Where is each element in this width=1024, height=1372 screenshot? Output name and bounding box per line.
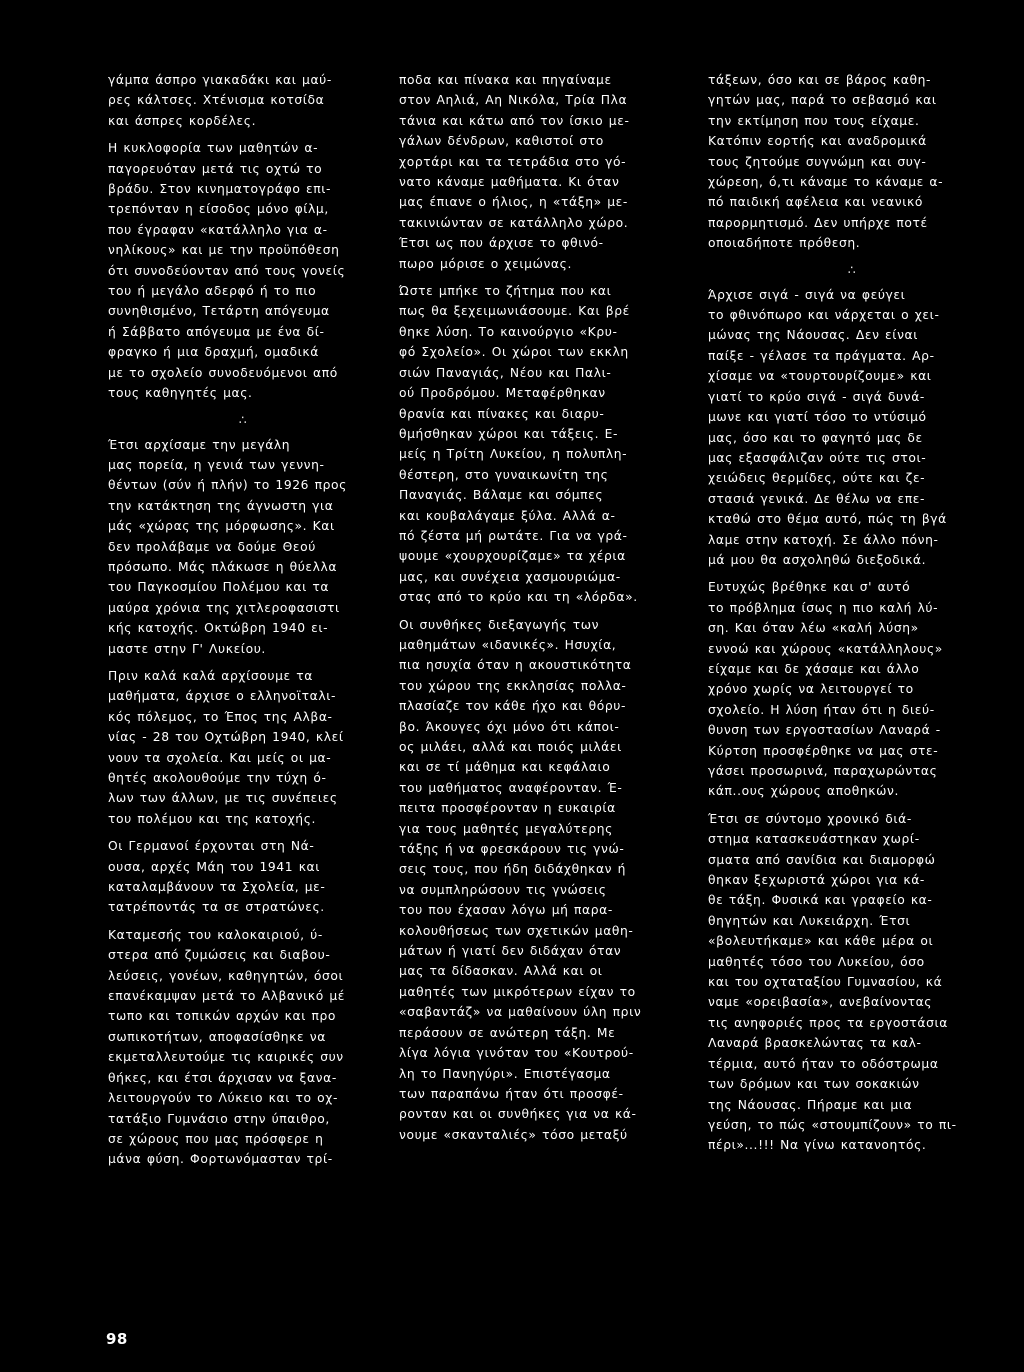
paragraph: Οι συνθήκες διεξαγωγής των μαθημάτων «ιδανικές». Ησυχία, πια ησυχία όταν η ακουστικότητα του χώρου της εκκλησίας πολλα- πλασίαζε τον κάθε ήχο και θόρυ- βο. Άκουγες όχι μόνο ότι κάποι- ος μιλάει, αλλά και ποιός μιλάει και σε τί μάθημα και κεφάλαιο του μαθήματος αναφέρονταν. Έ- πειτα προσφέρονταν η ευκαιρία για τους μαθητές μεγαλύτερης τάξης ή να φρεσκάρουν τις γνώ- σεις τους, που ήδη διδάχθηκαν ή να συμπληρώσουν τις γνώσεις του που έχασαν λόγω μή παρα- κολουθήσεως των σχετικών μαθη- μάτων ή γιατί δεν διδάχαν όταν μας τα δίδασκαν. Αλλά και οι μαθητές των μικρότερων είχαν το «σαβαντάζ» να μαθαίνουν ύλη πριν περάσουν σε ανώτερη τάξη. Με λίγα λόγια γινόταν του «Κουτρού- λη το Πανηγύρι». Επιστέγασμα των παραπάνω ήταν ότι προσφέ- ρονταν και οι συνθήκες για να κά- νουμε «σκανταλιές» τόσο μεταξύ — [399, 617, 642, 1142]
section-separator: ∴ — [238, 412, 248, 427]
page-number: 98 — [106, 1330, 128, 1348]
paragraph: Ώστε μπήκε το ζήτημα που και πως θα ξεχειμωνιάσουμε. Και βρέ θηκε λύση. Το καινούργιο «Κρυ- φό Σχολείο». Οι χώροι των εκκλη σιών Παναγιάς, Νέου και Παλι- ού Προδρόμου. Μεταφέρθηκαν θρανία και πίνακες και διαρυ- θμήσθηκαν χώροι και τάξεις. Ε- μείς η Τρίτη Λυκείου, η πολυπλη- θέστερη, στο γυναικωνίτη της Παναγιάς. Βάλαμε και σόμπες και κουβαλάγαμε ξύλα. Αλλά α- πό ζέστα μή ρωτάτε. Για να γρά- ψουμε «χουρχουρίζαμε» τα χέρια μας, και συνέχεια χασμουριώμα- στας από το κρύο και τη «λόρδα». — [399, 284, 638, 605]
paragraph: τάξεων, όσο και σε βάρος καθη- γητών μας, παρά το σεβασμό και την εκτίμηση που τους είχαμε. Κατόπιν εορτής και αναδρομικά τους ζητούμε συγνώμη και συγ- χώρεση, ό,τι κάναμε το κάναμε α- πό παιδική αφέλεια και νεανικό παρορμητισμό. Δεν υπήρχε ποτέ οποιαδήποτε πρόθεση. — [708, 73, 944, 251]
paragraph: Πριν καλά καλά αρχίσουμε τα μαθήματα, άρχισε ο ελληνοϊταλι- κός πόλεμος, το Έπος της Αλβα- νίας - 28 του Οχτώβρη 1940, κλεί νουν τα σχολεία. Και μείς οι μα- θητές ακολουθούμε την τύχη ό- λων των άλλων, με τις συνέπειες του πολέμου και της κατοχής. — [108, 668, 344, 826]
text-column-left — [108, 70, 378, 1177]
paragraph: γάμπα άσπρο γιακαδάκι και μαύ- ρες κάλτσες. Χτένισμα κοτσίδα και άσπρες κορδέλες. — [108, 73, 332, 128]
section-separator: ∴ — [847, 262, 857, 277]
paragraph: Άρχισε σιγά - σιγά να φεύγει το φθινόπωρο και νάρχεται ο χει- μώνας της Νάουσας. Δεν είναι παίξε - γέλασε τα πράγματα. Αρ- χίσαμε να «τουρτουρίζουμε» και γιατί το κρύο σιγά - σιγά δυνά- μωνε και γιατί τόσο το ντύσιμό μας, όσο και το φαγητό μας δε μας εξασφάλιζαν ούτε τις στοι- χειώδεις θερμίδες, ούτε και ζε- στασιά γενικά. Δε θέλω να επε- κταθώ στο θέμα αυτό, πώς τη βγά λαμε στην κατοχή. Σε άλλο πόνη- μά μου θα ασχοληθώ διεξοδικά. — [708, 287, 947, 567]
text-column-right — [708, 70, 996, 1163]
paragraph: ποδα και πίνακα και πηγαίναμε στον Αηλιά, Αη Νικόλα, Τρία Πλα τάνια και κάτω από τον ίσκιο με- γάλων δένδρων, καθιστοί στο χορτάρι και τα τετράδια στο γό- νατο κάναμε μαθήματα. Κι όταν μας έπιανε ο ήλιος, η «τάξη» με- τακινιώνταν σε κατάλληλο χώρο. Έτσι ως που άρχισε το φθινό- πωρο μόρισε ο χειμώνας. — [399, 73, 630, 271]
paragraph: Η κυκλοφορία των μαθητών α- παγορευόταν μετά τις οχτώ το βράδυ. Στον κινηματογράφο επι- τρεπόνταν η είσοδος μόνο φίλμ, που έγραφαν «κατάλληλο για α- νηλίκους» και με την προϋπόθεση ότι συνοδεύονταν από τους γονείς του ή μεγάλο αδερφό ή το πιο συνηθισμένο, Τετάρτη απόγευμα ή Σάββατο απόγευμα με ένα δί- φραγκο ή μια δραχμή, ομαδικά με το σχολείο συνοδευόμενοι από τους καθηγητές μας. — [108, 141, 346, 401]
text-column-middle — [399, 70, 682, 1152]
paragraph: Ευτυχώς βρέθηκε και σ' αυτό το πρόβλημα ίσως η πιο καλή λύ- ση. Και όταν λέω «καλή λύση» εννοώ και χώρους «κατάλληλους» είχαμε και δε χάσαμε και άλλο χρόνο χωρίς να λειτουργεί το σχολείο. Η λύση ήταν ότι η διεύ- θυνση των εργοστασίων Λαναρά - Κύρτση προσφέρθηκε να μας στε- γάσει προσωρινά, παραχωρώντας κάπ..ους χώρους αποθηκών. — [708, 580, 943, 799]
paragraph: Έτσι αρχίσαμε την μεγάλη μας πορεία, η γενιά των γεννη- θέντων (σύν ή πλήν) το 1926 προς την κατάκτηση της άγνωστη για μάς «χώρας της μόρφωσης». Και δεν προλάβαμε να δούμε Θεού πρόσωπο. Μάς πλάκωσε η θύελλα του Παγκοσμίου Πολέμου και τα μαύρα χρόνια της χιτλεροφασιστι κής κατοχής. Οκτώβρη 1940 ει- μαστε στην Γ' Λυκείου. — [108, 437, 347, 656]
paragraph: Οι Γερμανοί έρχονται στη Νά- ουσα, αρχές Μάη του 1941 και καταλαμβάνουν τα Σχολεία, με- τατρέποντάς τα σε στρατώνες. — [108, 839, 326, 915]
paragraph: Καταμεσής του καλοκαιριού, ύ- στερα από ζυμώσεις και διαβου- λεύσεις, γονέων, καθηγητών, όσοι επανέκαμψαν μετά το Αλβανικό μέ τωπο και τοπικών αρχών και προ σωπικοτήτων, αποφασίσθηκε να εκμεταλλευτούμε τις καιρικές συν θήκες, και έτσι άρχισαν να ξανα- λειτουργούν το Λύκειο και το οχ- τατάξιο Γυμνάσιο στην ύπαιθρο, σε χώρους που μας πρόσφερε η μάνα φύση. Φορτωνόμασταν τρί- — [108, 927, 345, 1167]
paragraph: Έτσι σε σύντομο χρονικό διά- στημα κατασκευάστηκαν χωρί- σματα από σανίδια και διαμορφώ θηκαν ξεχωριστά χώροι για κά- θε τάξη. Φυσικά και γραφείο κα- θηγητών και Λυκειάρχη. Έτσι «βολευτήκαμε» και κάθε μέρα οι μαθητές τόσο του Λυκείου, όσο και του οχταταξίου Γυμνασίου, κά ναμε «ορειβασία», ανεβαίνοντας τις ανηφοριές προς τα εργοστάσια Λαναρά βρασκελώντας τα καλ- τέρμια, αυτό ήταν το οδόστρωμα των δρόμων και των σοκακιών της Νάουσας. Πήραμε και μια γεύση, το πώς «στουμπίζουν» το πι- πέρι»...!!! Να γίνω κατανοητός. — [708, 811, 957, 1153]
